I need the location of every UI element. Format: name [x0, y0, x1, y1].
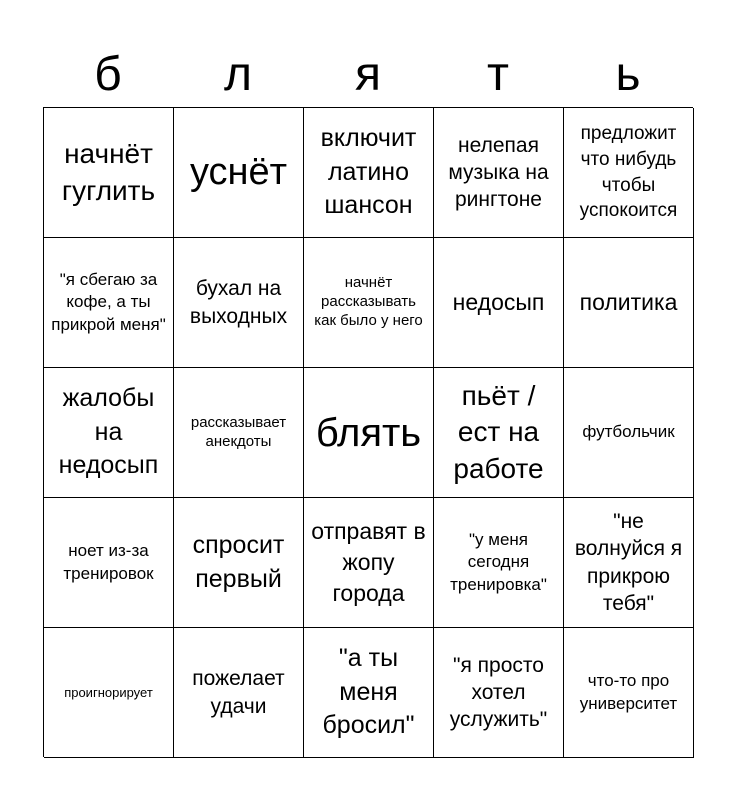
bingo-cell-r2c3[interactable] [304, 238, 434, 368]
bingo-cell-r3c3[interactable] [304, 368, 434, 498]
bingo-cell-r3c5[interactable] [564, 368, 694, 498]
cell-text: "не волнуйся я прикрою тебя" [574, 509, 683, 615]
header-letter-l: л [223, 48, 252, 101]
bingo-cell-r2c5[interactable] [564, 238, 694, 368]
cell-text: уснёт [189, 150, 288, 193]
bingo-cell-r5c5[interactable] [564, 628, 694, 758]
bingo-cell-r4c1[interactable] [44, 498, 174, 628]
cell-text: футбольчик [582, 422, 675, 442]
cell-text: "у меня сегодня тренировка" [450, 530, 547, 594]
cell-text: отправят в жопу города [311, 517, 426, 607]
cell-text: бухал на выходных [189, 277, 288, 328]
bingo-cell-r5c4[interactable] [434, 628, 564, 758]
cell-text: начнёт рассказывать как было у него [314, 274, 423, 329]
cell-text: блять [315, 410, 422, 455]
bingo-cell-r3c2[interactable] [174, 368, 304, 498]
bingo-cell-r2c2[interactable] [174, 238, 304, 368]
cell-text: недосып [452, 288, 545, 315]
cell-text: политика [579, 288, 678, 315]
bingo-cell-r1c2[interactable] [174, 108, 304, 238]
bingo-cell-r1c1[interactable] [44, 108, 174, 238]
bingo-cell-r1c5[interactable] [564, 108, 694, 238]
bingo-cell-r2c4[interactable] [434, 238, 564, 368]
header-letter-b: б [94, 48, 122, 101]
cell-text: ноет из-за тренировок [63, 541, 154, 583]
bingo-cell-r4c2[interactable] [174, 498, 304, 628]
header-letter-ya: я [355, 48, 381, 101]
bingo-cell-r5c3[interactable] [304, 628, 434, 758]
cell-text: проигнорирует [64, 684, 153, 700]
cell-text: предложит что нибудь чтобы успокоится [579, 123, 678, 222]
bingo-header [43, 42, 693, 108]
cell-text: пьёт / ест на работе [453, 379, 544, 484]
bingo-cell-r5c1[interactable] [44, 628, 174, 758]
cell-text: начнёт гуглить [61, 138, 156, 206]
bingo-board [43, 107, 693, 757]
bingo-cell-r1c4[interactable] [434, 108, 564, 238]
cell-text: "а ты меня бросил" [322, 643, 415, 740]
bingo-cell-r4c3[interactable] [304, 498, 434, 628]
cell-text: нелепая музыка на рингтоне [448, 133, 549, 212]
cell-text: пожелает удачи [192, 667, 285, 718]
bingo-cell-r2c1[interactable] [44, 238, 174, 368]
cell-text: что-то про университет [579, 671, 678, 713]
bingo-cell-r1c3[interactable] [304, 108, 434, 238]
header-letter-t: т [487, 48, 509, 101]
bingo-cell-r4c5[interactable] [564, 498, 694, 628]
cell-text: спросит первый [192, 530, 285, 593]
bingo-cell-r5c2[interactable] [174, 628, 304, 758]
bingo-cell-r4c4[interactable] [434, 498, 564, 628]
cell-text: жалобы на недосып [58, 383, 159, 480]
cell-text: "я просто хотел услужить" [449, 653, 548, 732]
cell-text: рассказывает анекдоты [190, 413, 287, 450]
bingo-cell-r3c1[interactable] [44, 368, 174, 498]
bingo-cell-r3c4[interactable] [434, 368, 564, 498]
cell-text: включит латино шансон [320, 123, 417, 220]
header-letter-soft-sign: ь [615, 48, 641, 101]
cell-text: "я сбегаю за кофе, а ты прикрой меня" [51, 270, 166, 334]
